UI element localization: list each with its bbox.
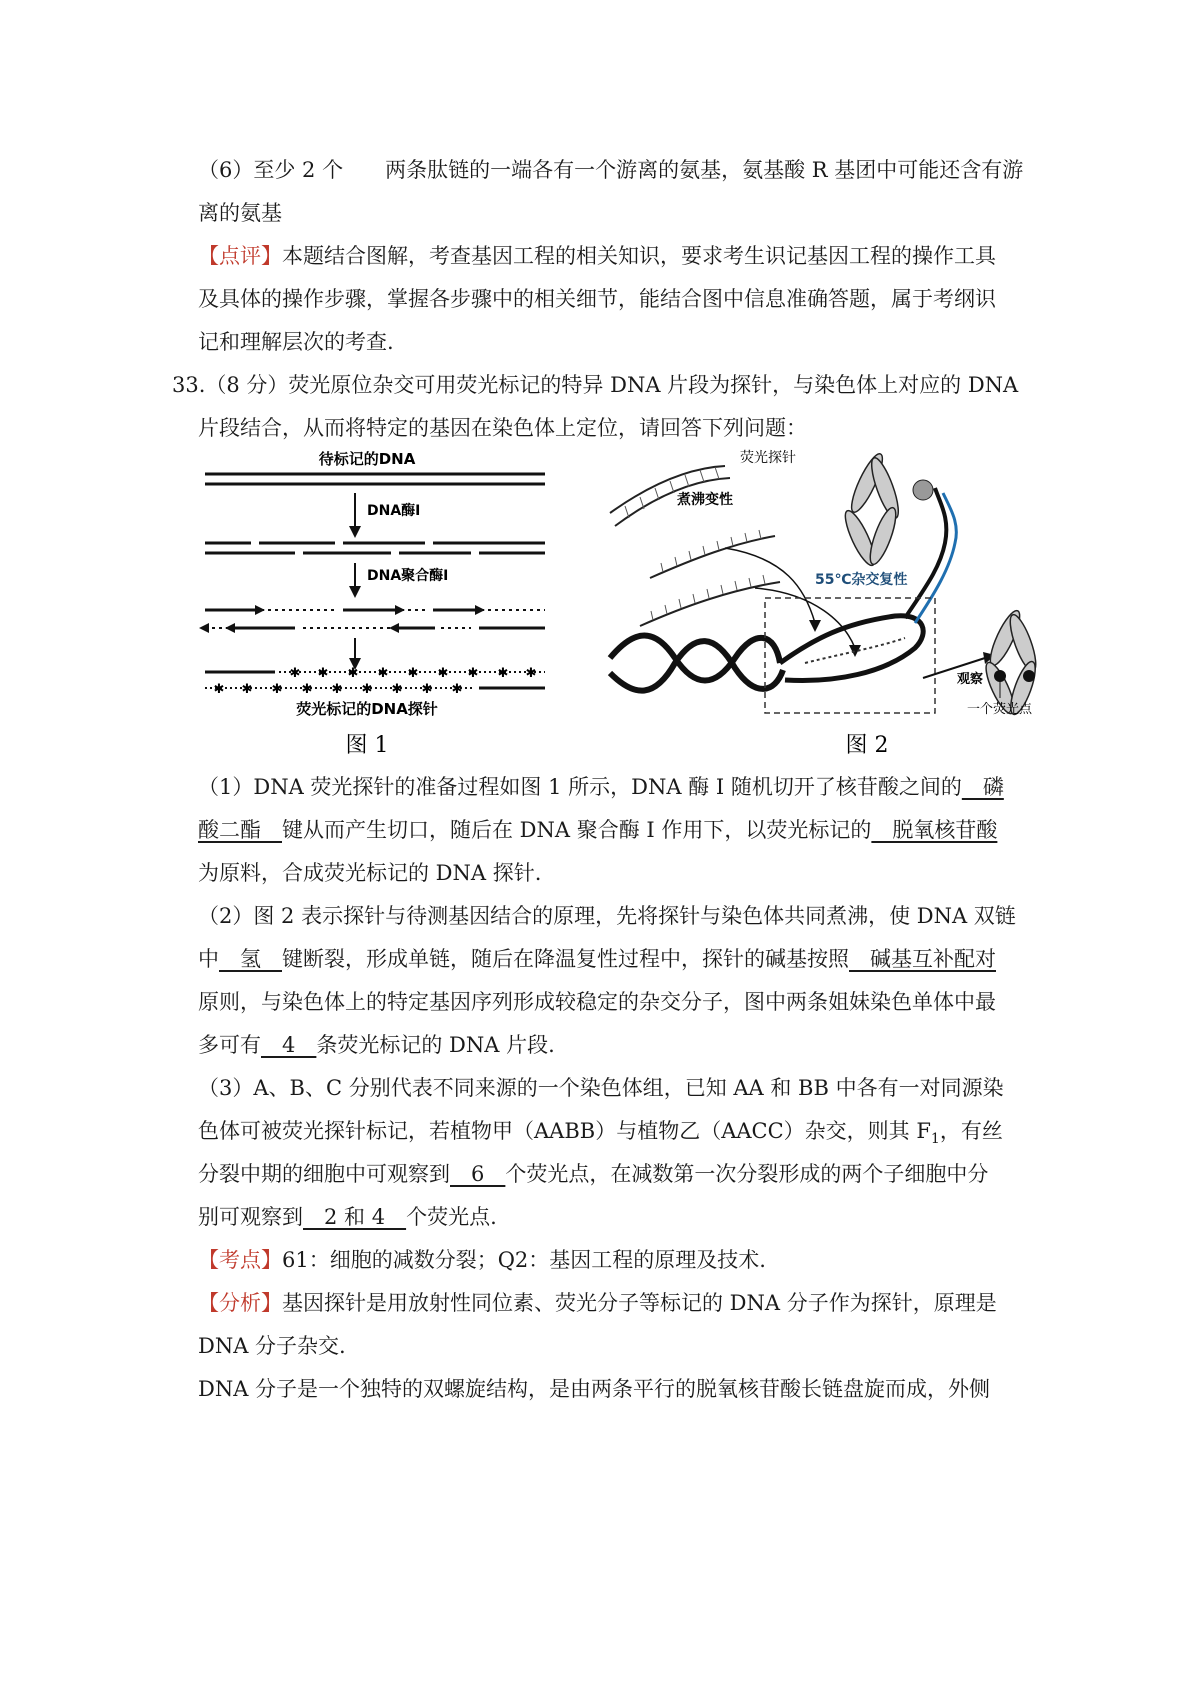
comment-line1 bbox=[198, 241, 996, 271]
svg-text:✱: ✱ bbox=[497, 666, 509, 681]
part3-text-b: 色体可被荧光探针标记，若植物甲（AABB）与植物乙（AACC）杂交，则其 F bbox=[198, 1119, 931, 1143]
part1-answer1-b: 酸二酯 bbox=[198, 818, 282, 842]
part2-text-b: 中 bbox=[198, 947, 219, 971]
fig1-top-label: 待标记的DNA bbox=[318, 450, 416, 468]
svg-text:✱: ✱ bbox=[437, 666, 449, 681]
part2-text-f: 条荧光标记的 DNA 片段. bbox=[316, 1033, 555, 1057]
svg-text:✱: ✱ bbox=[301, 682, 313, 697]
part1-answer2: 脱氧核苷酸 bbox=[871, 818, 998, 842]
part2-answer3: 4 bbox=[261, 1033, 317, 1057]
part2-text-c: 键断裂，形成单链，随后在降温复性过程中，探针的碱基按照 bbox=[282, 947, 849, 971]
kaodian-line bbox=[198, 1245, 766, 1275]
svg-text:✱: ✱ bbox=[213, 682, 225, 697]
svg-text:✱: ✱ bbox=[361, 682, 373, 697]
fenxi-line2: DNA 分子杂交. bbox=[198, 1334, 346, 1358]
svg-text:✱: ✱ bbox=[317, 666, 329, 681]
fig2-boil-label: 煮沸变性 bbox=[677, 492, 733, 508]
fenxi-text: 基因探针是用放射性同位素、荧光分子等标记的 DNA 分子作为探针，原理是 bbox=[282, 1291, 997, 1315]
figure-2 bbox=[605, 448, 1045, 758]
answer-6-line2: 离的氨基 bbox=[198, 201, 282, 225]
fig1-enzyme1-label: DNA酶I bbox=[367, 503, 421, 519]
part1-text-a: （1）DNA 荧光探针的准备过程如图 1 所示，DNA 酶 I 随机切开了核苷酸之间的 bbox=[198, 775, 962, 799]
part2-line4 bbox=[198, 1030, 555, 1060]
svg-text:✱: ✱ bbox=[525, 666, 537, 681]
answer-6-line1: （6）至少 2 个 两条肽链的一端各有一个游离的氨基，氨基酸 R 基团中可能还含有游 bbox=[198, 158, 1024, 182]
fig2-spot-label: 一个荧光点 bbox=[967, 702, 1033, 717]
part3-line1: （3）A、B、C 分别代表不同来源的一个染色体组，已知 AA 和 BB 中各有一对同源染 bbox=[198, 1076, 1004, 1100]
part1-answer1-a: 磷 bbox=[961, 775, 1004, 799]
kaodian-tag: 【考点】 bbox=[198, 1248, 282, 1272]
fig1-enzyme2-label: DNA聚合酶I bbox=[367, 568, 449, 584]
part1-text-d: 键从而产生切口，随后在 DNA 聚合酶 I 作用下，以荧光标记的 bbox=[282, 818, 872, 842]
part3-line3 bbox=[198, 1159, 988, 1189]
comment-line2: 及具体的操作步骤，掌握各步骤中的相关细节，能结合图中信息准确答题，属于考纲识 bbox=[198, 287, 996, 311]
fig2-observe-label: 观察 bbox=[957, 672, 984, 687]
part2-text-e: 多可有 bbox=[198, 1033, 261, 1057]
svg-text:✱: ✱ bbox=[331, 682, 343, 697]
part1-line1 bbox=[198, 772, 1004, 802]
part2-answer2: 碱基互补配对 bbox=[849, 947, 996, 971]
part3-text-e: 别可观察到 bbox=[198, 1205, 303, 1229]
figure-1 bbox=[195, 448, 575, 758]
fig2-hybrid-label: 55℃杂交复性 bbox=[815, 572, 908, 588]
svg-text:✱: ✱ bbox=[407, 666, 419, 681]
svg-text:✱: ✱ bbox=[421, 682, 433, 697]
fenxi-tag: 【分析】 bbox=[198, 1291, 282, 1315]
fenxi-line1 bbox=[198, 1288, 997, 1318]
comment-text: 本题结合图解，考查基因工程的相关知识，要求考生识记基因工程的操作工具 bbox=[282, 244, 996, 268]
comment-tag: 【点评】 bbox=[198, 244, 282, 268]
part3-text-f: 个荧光点. bbox=[406, 1205, 497, 1229]
svg-text:✱: ✱ bbox=[271, 682, 283, 697]
last-line: DNA 分子是一个独特的双螺旋结构，是由两条平行的脱氧核苷酸长链盘旋而成，外侧 bbox=[198, 1377, 991, 1401]
part3-text-c: 分裂中期的细胞中可观察到 bbox=[198, 1162, 450, 1186]
part2-answer1: 氢 bbox=[219, 947, 282, 971]
part3-text-b-end: ，有丝 bbox=[939, 1119, 1003, 1143]
question-33-line1: 33.（8 分）荧光原位杂交可用荧光标记的特异 DNA 片段为探针，与染色体上对应的 DNA bbox=[172, 373, 1019, 397]
svg-text:✱: ✱ bbox=[451, 682, 463, 697]
fig1-bottom-label: 荧光标记的DNA探针 bbox=[296, 700, 438, 718]
svg-text:✱: ✱ bbox=[241, 682, 253, 697]
kaodian-text: 61：细胞的减数分裂；Q2：基因工程的原理及技术. bbox=[282, 1248, 766, 1272]
part2-line3: 原则，与染色体上的特定基因序列形成较稳定的杂交分子，图中两条姐妹染色单体中最 bbox=[198, 990, 996, 1014]
question-33-line2: 片段结合，从而将特定的基因在染色体上定位，请回答下列问题： bbox=[198, 416, 807, 440]
svg-text:✱: ✱ bbox=[289, 666, 301, 681]
fig1-caption: 图 1 bbox=[345, 733, 389, 758]
part3-line4 bbox=[198, 1202, 497, 1232]
part3-answer2: 2 和 4 bbox=[303, 1205, 407, 1229]
comment-line3: 记和理解层次的考查. bbox=[198, 330, 394, 354]
svg-text:✱: ✱ bbox=[391, 682, 403, 697]
svg-text:✱: ✱ bbox=[377, 666, 389, 681]
fig2-probe-label: 荧光探针 bbox=[740, 450, 796, 466]
part1-line2 bbox=[198, 815, 997, 845]
part3-subscript: 1 bbox=[930, 1131, 940, 1148]
part2-line2 bbox=[198, 944, 996, 974]
svg-text:✱: ✱ bbox=[467, 666, 479, 681]
part2-line1: （2）图 2 表示探针与待测基因结合的原理，先将探针与染色体共同煮沸，使 DNA 双链 bbox=[198, 904, 1016, 928]
part1-line3: 为原料，合成荧光标记的 DNA 探针. bbox=[198, 861, 542, 885]
part3-text-d: 个荧光点，在减数第一次分裂形成的两个子细胞中分 bbox=[505, 1162, 989, 1186]
part3-answer1: 6 bbox=[450, 1162, 506, 1186]
svg-text:✱: ✱ bbox=[347, 666, 359, 681]
part3-line2 bbox=[198, 1116, 1003, 1154]
fig2-caption: 图 2 bbox=[845, 733, 889, 758]
